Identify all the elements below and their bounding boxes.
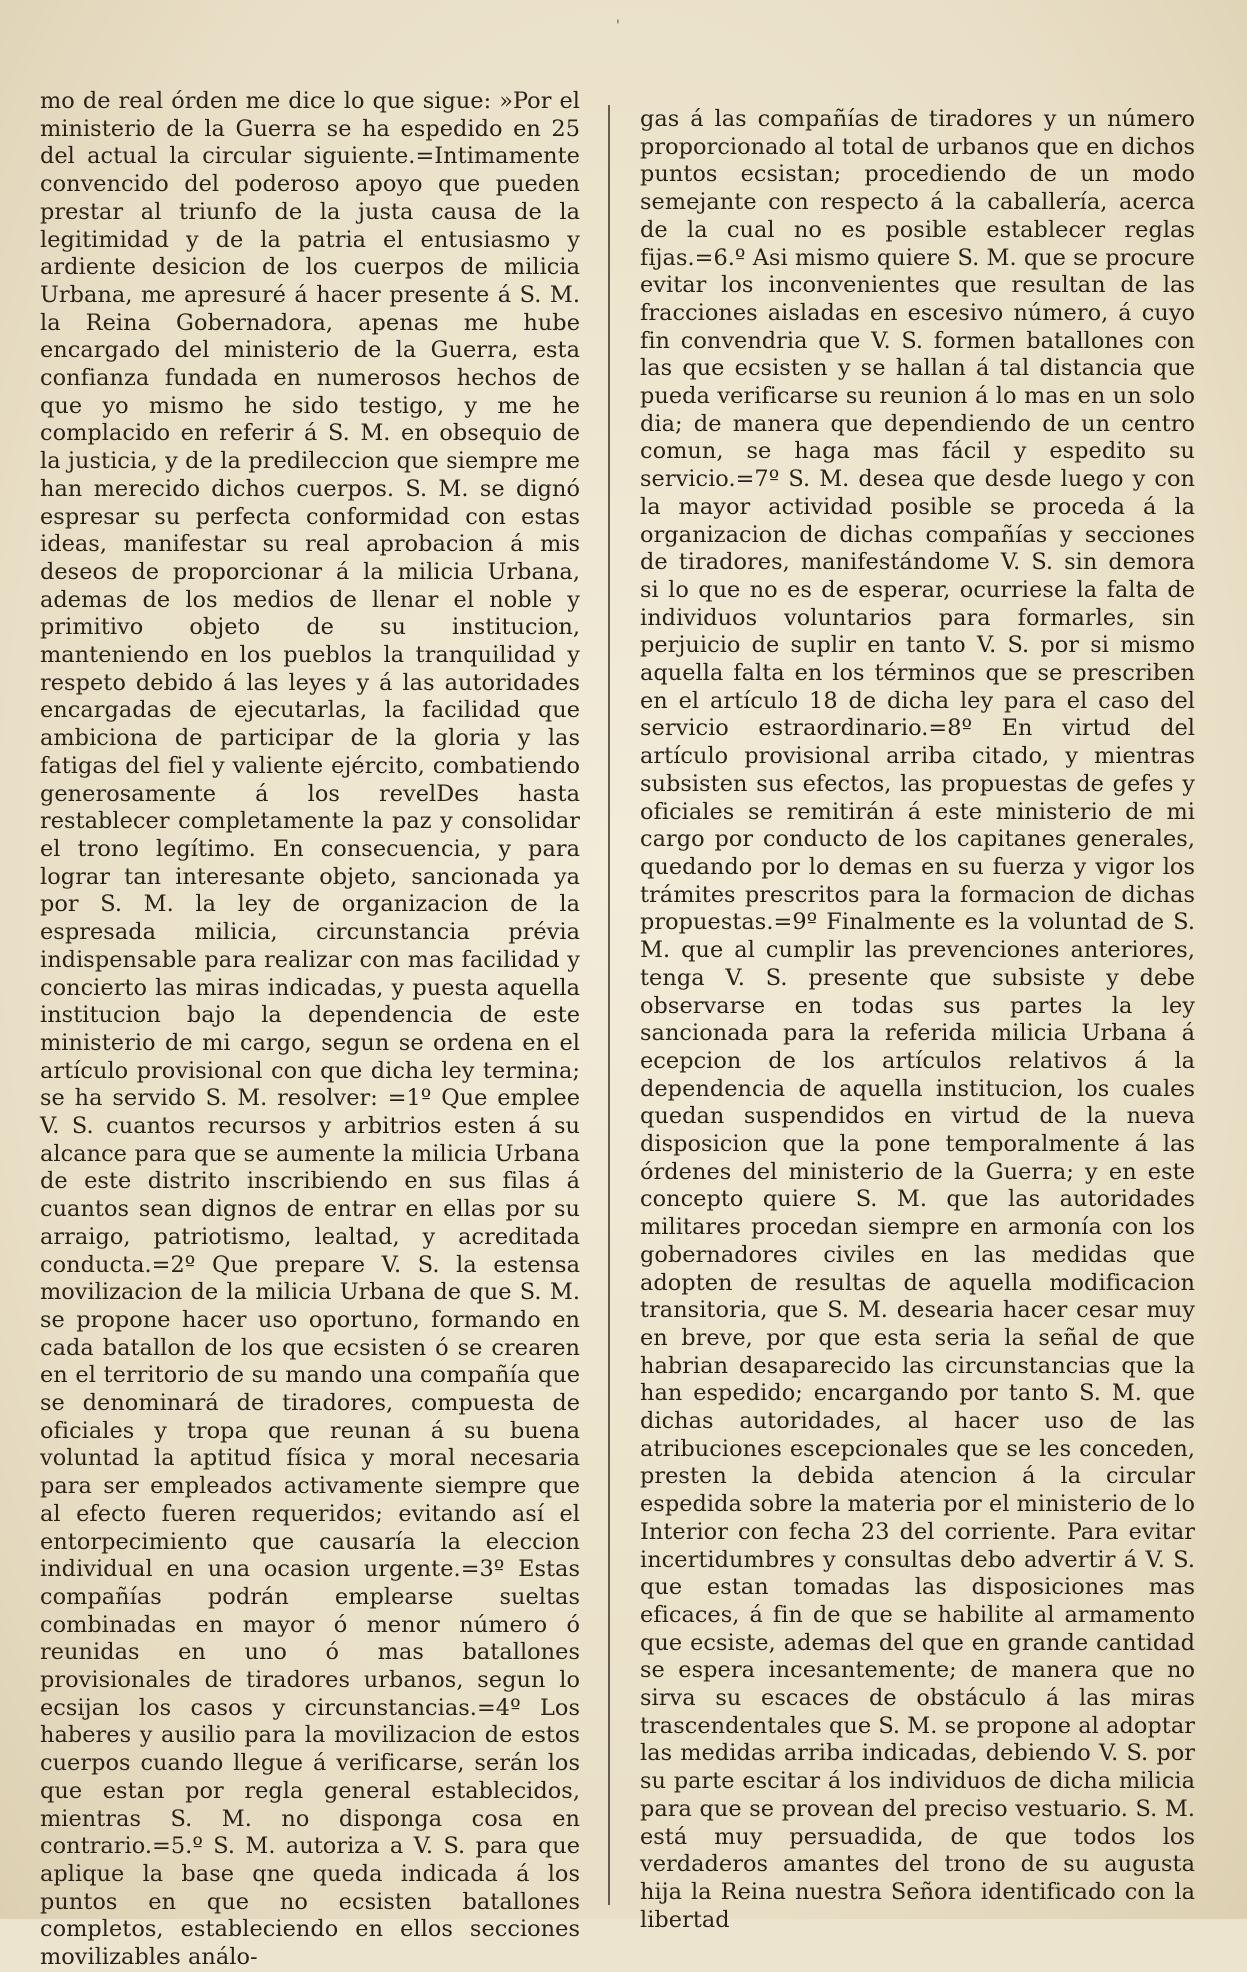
column-divider bbox=[608, 105, 610, 1905]
text-column-right: gas á las compañías de tiradores y un número proporcionado al total de urbanos que en dichos puntos ecsistan; procediendo de un modo semejante con respecto á la caballería, acerca de la cual no es posible establecer reglas fijas.=6.º Asi mismo quiere S. M. que se procure evitar los inconvenientes que resultan de las fracciones aisladas en escesivo número, á cuyo fin convendria que V. S. formen batallones con las que ecsisten y se hallan á tal distancia que pueda verificarse su reunion á lo mas en un solo dia; de manera que dependiendo de un centro comun, se haga mas fácil y espedito su servicio.=7º S. M. desea que desde luego y con la mayor actividad posible se proceda á la organizacion de dichas compañías y secciones de tiradores, manifestándome V. S. sin demora si lo que no es de esperar, ocurriese la falta de individuos voluntarios para formarles, sin perjuicio de suplir en tanto V. S. por si mismo aquella falta en los términos que se prescriben en el artículo 18 de dicha ley para el caso del servicio estraordinario.=8º En virtud del artículo provisional arriba citado, y mientras subsisten sus efectos, las propuestas de gefes y oficiales se remitirán á este ministerio de mi cargo por conducto de los capitanes generales, quedando por lo demas en su fuerza y vigor los trámites prescritos para la formacion de dichas propuestas.=9º Finalmente es la voluntad de S. M. que al cumplir las prevenciones anteriores, tenga V. S. presente que subsiste y debe observarse en todas sus partes la ley sancionada para la referida milicia Urbana á ecepcion de los artículos relativos á la dependencia de aquella institucion, los cuales quedan suspendidos en virtud de la nueva disposicion que la pone temporalmente á las órdenes del ministerio de la Guerra; y en este concepto quiere S. M. que las autoridades militares procedan siempre en armonía con los gobernadores civiles en las medidas que adopten de resultas de aquella modificacion transitoria, que S. M. desearia hacer cesar muy en breve, por que esta seria la señal de que habrian desaparecido las circunstancias que la han espedido; encargando por tanto S. M. que dichas autoridades, al hacer uso de las atribuciones escepcionales que se les conceden, presten la debida atencion á la circular espedida sobre la materia por el ministerio de lo Interior con fecha 23 del corriente. Para evitar incertidumbres y consultas debo advertir á V. S. que estan tomadas las disposiciones mas eficaces, á fin de que se habilite al armamento que ecsiste, ademas del que en grande cantidad se espera incesantemente; de manera que no sirva su escaces de obstáculo á las miras trascendentales que S. M. se propone al adoptar las medidas arriba indicadas, debiendo V. S. por su parte escitar á los individuos de dicha milicia para que se provean del preciso vestuario. S. M. está muy persuadida, de que todos los verdaderos amantes del trono de su augusta hija la Reina nuestra Señora identificado con la libertad bbox=[640, 106, 1195, 1933]
text-column-left: mo de real órden me dice lo que sigue: »Por el ministerio de la Guerra se ha espedido en 25 del actual la circular siguiente.=Intimamente convencido del poderoso apoyo que pueden prestar al triunfo de la justa causa de la legitimidad y de la patria el entusiasmo y ardiente desicion de los cuerpos de milicia Urbana, me apresuré á hacer presente á S. M. la Reina Gobernadora, apenas me hube encargado del ministerio de la Guerra, esta confianza fundada en numerosos hechos de que yo mismo he sido testigo, y me he complacido en referir á S. M. en obsequio de la justicia, y de la predileccion que siempre me han merecido dichos cuerpos. S. M. se dignó espresar su perfecta conformidad con estas ideas, manifestar su real aprobacion á mis deseos de proporcionar á la milicia Urbana, ademas de los medios de llenar el noble y primitivo objeto de su institucion, manteniendo en los pueblos la tranquilidad y respeto debido á las leyes y á las autoridades encargadas de ejecutarlas, la facilidad que ambiciona de participar de la gloria y las fatigas del fiel y valiente ejército, combatiendo generosamente á los revelDes hasta restablecer completamente la paz y consolidar el trono legítimo. En consecuencia, y para lograr tan interesante objeto, sancionada ya por S. M. la ley de organizacion de la espresada milicia, circunstancia prévia indispensable para realizar con mas facilidad y concierto las miras indicadas, y puesta aquella institucion bajo la dependencia de este ministerio de mi cargo, segun se ordena en el artículo provisional con que dicha ley termina; se ha servido S. M. resolver: =1º Que emplee V. S. cuantos recursos y arbitrios esten á su alcance para que se aumente la milicia Urbana de este distrito inscribiendo en sus filas á cuantos sean dignos de entrar en ellas por su arraigo, patriotismo, lealtad, y acreditada conducta.=2º Que prepare V. S. la estensa movilizacion de la milicia Urbana de que S. M. se propone hacer uso oportuno, formando en cada batallon de los que ecsisten ó se crearen en el territorio de su mando una compañía que se denominará de tiradores, compuesta de oficiales y tropa que reunan á su buena voluntad la aptitud física y moral necesaria para ser empleados activamente siempre que al efecto fueren requeridos; evitando así el entorpecimiento que causaría la eleccion individual en una ocasion urgente.=3º Estas compañías podrán emplearse sueltas combinadas en mayor ó menor número ó reunidas en uno ó mas batallones provisionales de tiradores urbanos, segun lo ecsijan los casos y circunstancias.=4º Los haberes y ausilio para la movilizacion de estos cuerpos cuando llegue á verificarse, serán los que estan por regla general establecidos, mientras S. M. no disponga cosa en contrario.=5.º S. M. autoriza a V. S. para que aplique la base qne queda indicada á los puntos en que no ecsisten batallones completos, estableciendo en ellos secciones movilizables análo- bbox=[40, 88, 580, 1971]
page-top-mark: ' bbox=[616, 18, 620, 34]
